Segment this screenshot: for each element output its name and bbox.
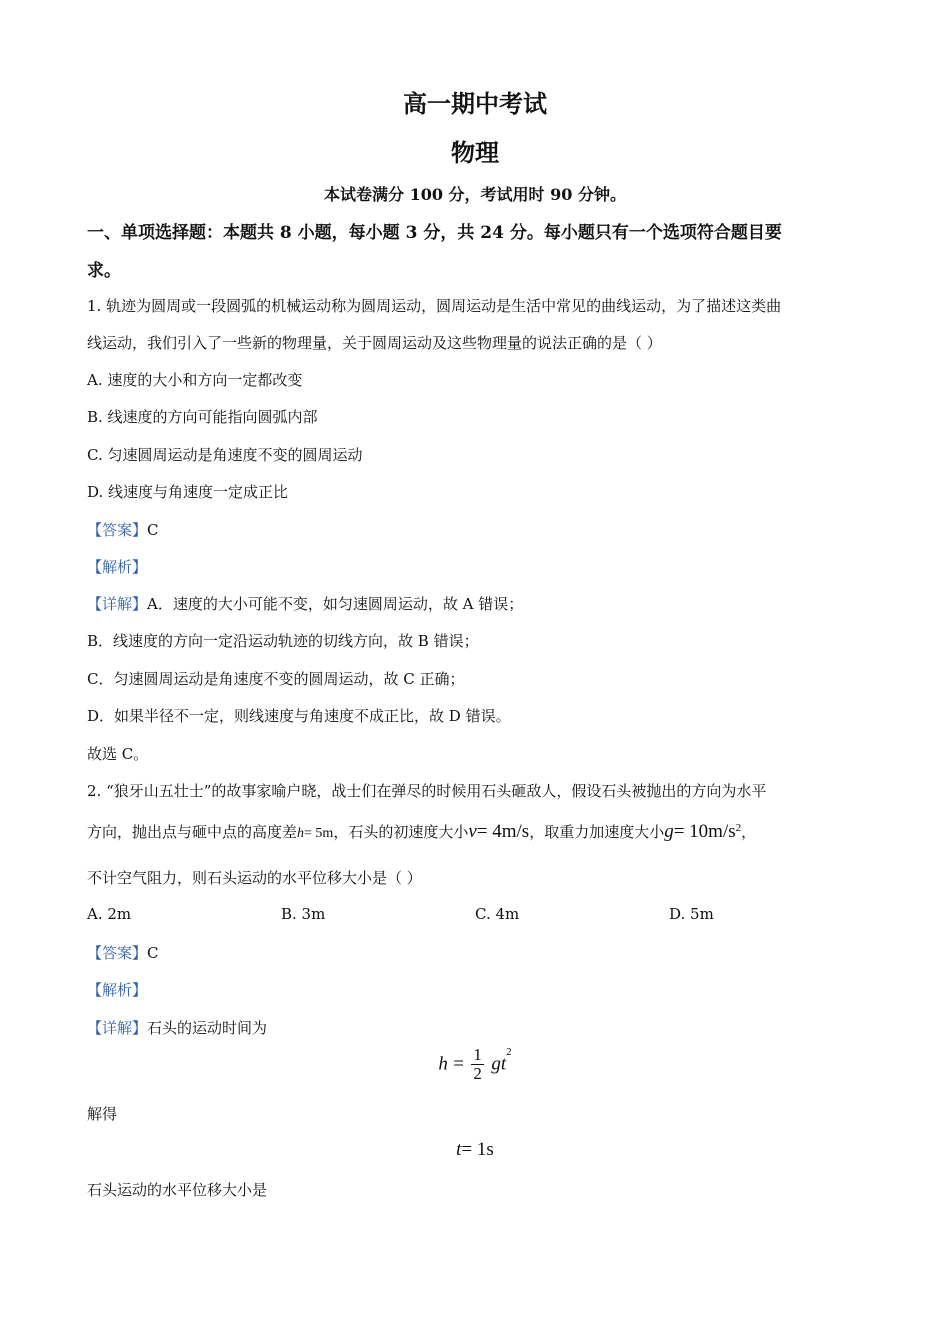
v-value: = 4m/s xyxy=(476,821,530,842)
q1-detail-line4: D．如果半径不一定，则线速度与角速度不成正比，故 D 错误。 xyxy=(87,707,511,725)
eq1-rhs: gt xyxy=(491,1053,507,1075)
exam-info: 本试卷满分 100 分，考试用时 90 分钟。 xyxy=(324,185,626,204)
detail-text: 石头的运动时间为 xyxy=(147,1019,268,1037)
var-h: h xyxy=(297,826,305,841)
equation-1 xyxy=(0,1046,950,1083)
fraction-one-half xyxy=(471,1046,484,1083)
solve-text: 解得 xyxy=(87,1105,118,1123)
answer-tag: 【答案】 xyxy=(87,944,148,962)
q2-stem-text-a: 方向，抛出点与砸中点的高度差 xyxy=(87,823,298,841)
q2-stem-line3: 不计空气阻力，则石头运动的水平位移大小是（ ） xyxy=(87,869,422,887)
var-g: g xyxy=(664,821,674,842)
q1-conclusion: 故选 C。 xyxy=(87,745,149,763)
q2-analysis-tag: 【解析】 xyxy=(87,981,148,999)
section-heading: 一、单项选择题：本题共 8 小题，每小题 3 分，共 24 分。每小题只有一个选项符合题目要 xyxy=(87,223,782,243)
q1-option-c: C. 匀速圆周运动是角速度不变的圆周运动 xyxy=(87,446,363,464)
q2-stem-text-b: ，石头的初速度大小 xyxy=(333,823,469,841)
q2-stem-text-c: ，取重力加速度大小 xyxy=(529,823,665,841)
q2-option-c: C. 4m xyxy=(475,905,520,923)
fraction-numerator: 1 xyxy=(473,1045,482,1064)
equation-2 xyxy=(0,1139,950,1161)
q1-option-b: B. 线速度的方向可能指向圆弧内部 xyxy=(87,408,318,426)
q2-option-a: A. 2m xyxy=(87,905,132,923)
eq2-lhs: t xyxy=(456,1139,462,1160)
detail-text: A．速度的大小可能不变，如匀速圆周运动，故 A 错误； xyxy=(147,595,524,613)
eq2-rhs: = 1s xyxy=(461,1139,494,1160)
q2-detail-line1 xyxy=(87,1017,267,1038)
eq1-equals: = xyxy=(453,1053,465,1075)
subject-title: 物理 xyxy=(451,138,499,167)
q1-option-d: D. 线速度与角速度一定成正比 xyxy=(87,483,289,501)
section-heading-cont: 求。 xyxy=(87,261,121,281)
answer-tag: 【答案】 xyxy=(87,521,148,539)
q1-detail-line2: B．线速度的方向一定沿运动轨迹的切线方向，故 B 错误； xyxy=(87,632,479,650)
q2-option-d: D. 5m xyxy=(669,905,714,923)
q2-last-line: 石头运动的水平位移大小是 xyxy=(87,1181,268,1199)
page-title: 高一期中考试 xyxy=(403,89,547,118)
g-value: = 10m/s xyxy=(673,821,736,842)
g-exponent: 2 xyxy=(735,822,742,834)
q2-stem-line1: 2. “狼牙山五壮士”的故事家喻户晓，战士们在弹尽的时候用石头砸敌人，假设石头被抛出的方向为水平 xyxy=(87,782,767,800)
eq1-lhs: h xyxy=(438,1053,448,1075)
q1-analysis-tag: 【解析】 xyxy=(87,558,148,576)
q1-stem-line1: 1. 轨迹为圆周或一段圆弧的机械运动称为圆周运动，圆周运动是生活中常见的曲线运动，为了描述这类曲 xyxy=(87,297,782,315)
q1-answer xyxy=(87,519,159,540)
q2-stem-text-d: ， xyxy=(741,823,757,841)
fraction-denominator: 2 xyxy=(473,1064,482,1083)
q1-stem-line2: 线运动，我们引入了一些新的物理量，关于圆周运动及这些物理量的说法正确的是（ ） xyxy=(87,334,662,352)
h-value: = 5m xyxy=(304,826,334,841)
detail-tag: 【详解】 xyxy=(87,1019,148,1037)
q2-option-b: B. 3m xyxy=(281,905,326,923)
eq1-exponent: 2 xyxy=(506,1046,512,1058)
q2-answer xyxy=(87,942,159,963)
answer-value: C xyxy=(147,944,159,962)
q1-detail-line1 xyxy=(87,593,523,614)
var-v: v xyxy=(468,821,477,842)
detail-tag: 【详解】 xyxy=(87,595,148,613)
answer-value: C xyxy=(147,521,159,539)
q1-detail-line3: C．匀速圆周运动是角速度不变的圆周运动，故 C 正确； xyxy=(87,670,465,688)
q1-option-a: A. 速度的大小和方向一定都改变 xyxy=(87,371,303,389)
q2-stem-line2 xyxy=(87,821,756,843)
